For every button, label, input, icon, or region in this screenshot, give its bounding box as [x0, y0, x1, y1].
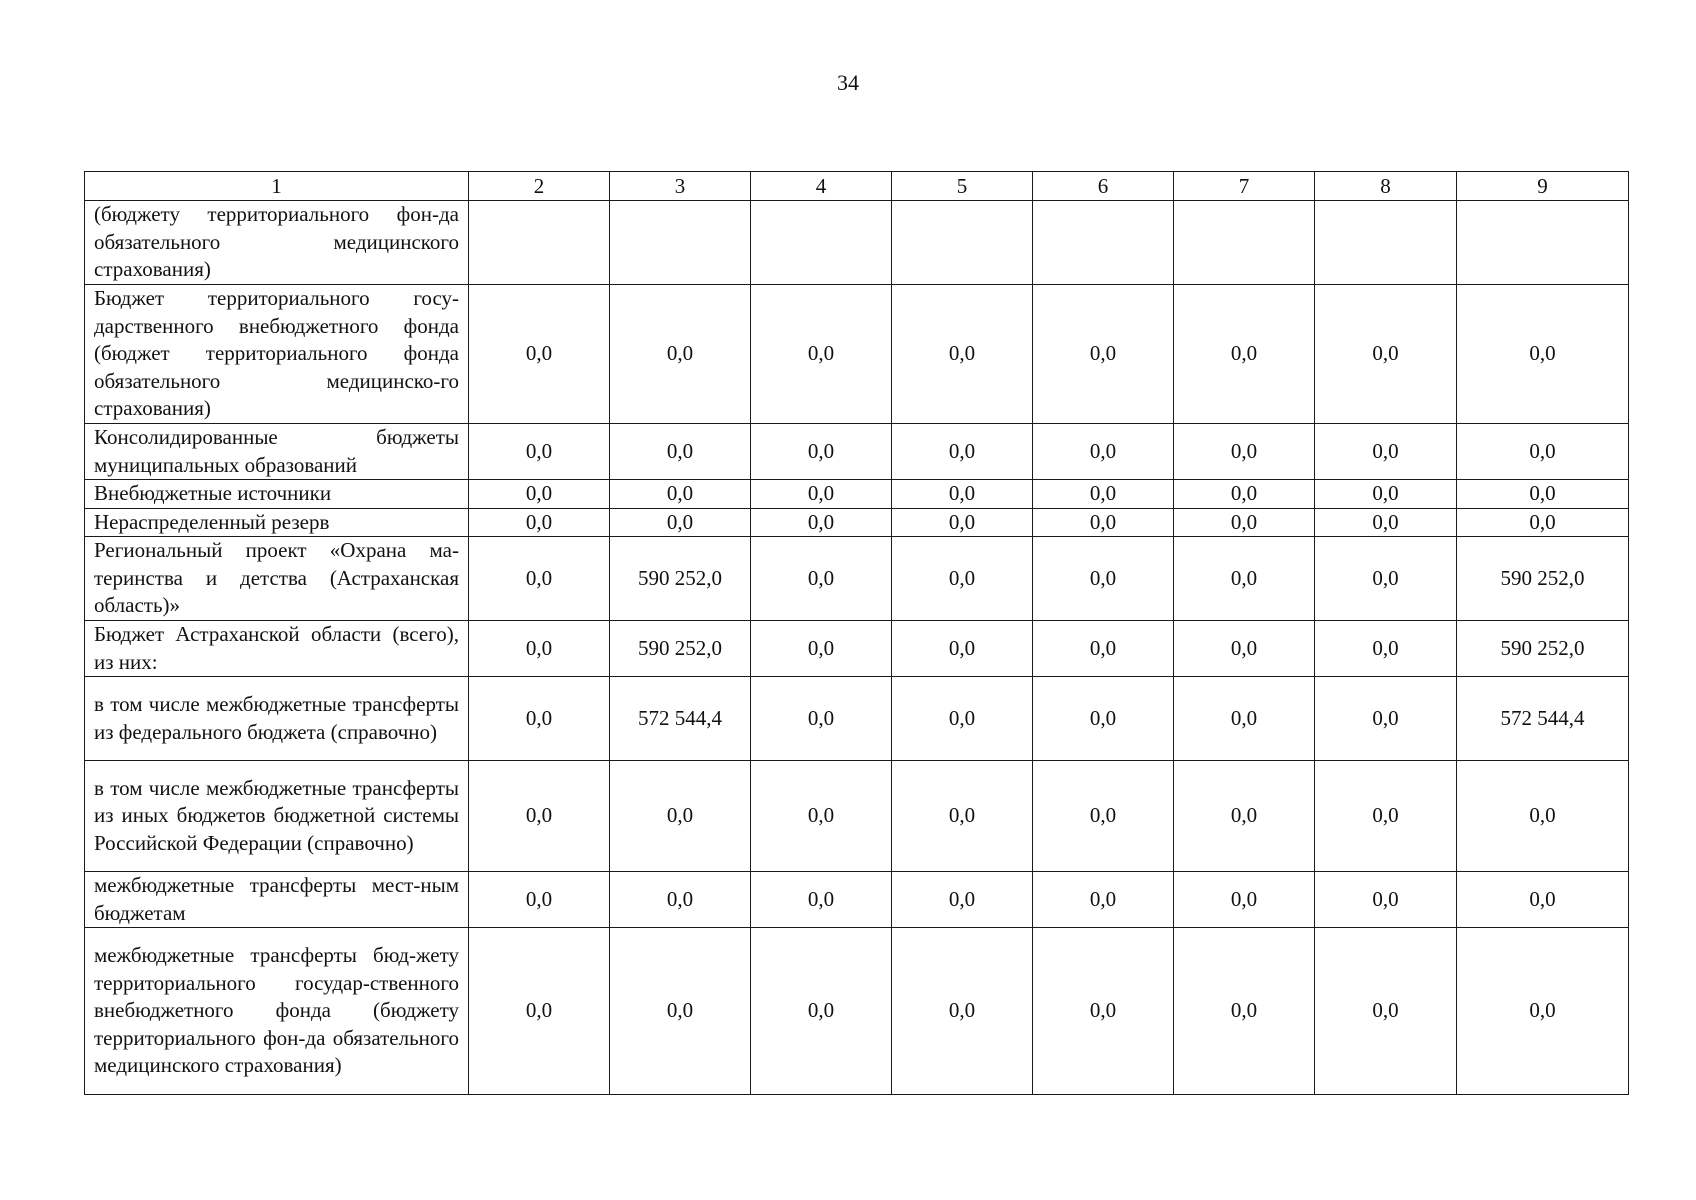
value-cell: 0,0: [469, 621, 610, 677]
value-cell: 0,0: [610, 480, 751, 509]
value-cell: 0,0: [751, 285, 892, 424]
value-cell: 0,0: [892, 537, 1033, 621]
column-header: 7: [1174, 172, 1315, 201]
value-cell: 0,0: [1315, 677, 1457, 761]
row-label: межбюджетные трансферты бюд-жету территориального государ-ственного внебюджетного фонда (бюджету территориального фон-да обязательного медицинского страхования): [85, 928, 469, 1095]
column-header: 9: [1457, 172, 1629, 201]
value-cell: 0,0: [469, 285, 610, 424]
value-cell: 0,0: [610, 761, 751, 872]
value-cell: 0,0: [1174, 761, 1315, 872]
table-row: [85, 285, 1629, 424]
value-cell: 0,0: [751, 761, 892, 872]
value-cell: 0,0: [1174, 480, 1315, 509]
value-cell: 0,0: [1174, 285, 1315, 424]
value-cell: 0,0: [1457, 424, 1629, 480]
row-label: в том числе межбюджетные трансферты из федерального бюджета (справочно): [85, 677, 469, 761]
value-cell: 590 252,0: [1457, 621, 1629, 677]
column-header: 8: [1315, 172, 1457, 201]
value-cell: 0,0: [892, 424, 1033, 480]
value-cell: 0,0: [610, 508, 751, 537]
table-row: [85, 928, 1629, 1095]
value-cell: [1033, 201, 1174, 285]
value-cell: 0,0: [1033, 872, 1174, 928]
value-cell: [469, 201, 610, 285]
table-row: [85, 201, 1629, 285]
value-cell: 0,0: [1174, 537, 1315, 621]
value-cell: 0,0: [1315, 761, 1457, 872]
value-cell: 0,0: [1457, 480, 1629, 509]
column-header: 2: [469, 172, 610, 201]
value-cell: 0,0: [892, 508, 1033, 537]
value-cell: 0,0: [892, 761, 1033, 872]
value-cell: 0,0: [469, 872, 610, 928]
value-cell: 0,0: [610, 285, 751, 424]
value-cell: 0,0: [469, 537, 610, 621]
value-cell: 0,0: [1315, 872, 1457, 928]
value-cell: 0,0: [1174, 508, 1315, 537]
value-cell: 0,0: [751, 508, 892, 537]
value-cell: [1315, 201, 1457, 285]
value-cell: 0,0: [469, 424, 610, 480]
value-cell: 0,0: [1174, 928, 1315, 1095]
table-row: [85, 508, 1629, 537]
value-cell: 0,0: [751, 537, 892, 621]
value-cell: 0,0: [1457, 508, 1629, 537]
value-cell: [610, 201, 751, 285]
value-cell: 0,0: [610, 928, 751, 1095]
header-row: [85, 172, 1629, 201]
value-cell: 572 544,4: [610, 677, 751, 761]
value-cell: 0,0: [751, 928, 892, 1095]
column-header: 4: [751, 172, 892, 201]
row-label: Внебюджетные источники: [85, 480, 469, 509]
row-label: Бюджет территориального госу-дарственного внебюджетного фонда (бюджет территориального фонда обязательного медицинско-го страхования): [85, 285, 469, 424]
value-cell: 0,0: [1457, 285, 1629, 424]
value-cell: 0,0: [469, 677, 610, 761]
value-cell: 0,0: [1174, 621, 1315, 677]
value-cell: 0,0: [892, 677, 1033, 761]
value-cell: 0,0: [1315, 508, 1457, 537]
table-row: [85, 424, 1629, 480]
value-cell: 0,0: [1315, 928, 1457, 1095]
value-cell: 0,0: [469, 480, 610, 509]
value-cell: 0,0: [1174, 872, 1315, 928]
value-cell: 0,0: [1033, 424, 1174, 480]
column-header: 5: [892, 172, 1033, 201]
value-cell: 0,0: [751, 872, 892, 928]
value-cell: 0,0: [1315, 621, 1457, 677]
value-cell: 572 544,4: [1457, 677, 1629, 761]
page-number: 34: [837, 70, 859, 95]
value-cell: 0,0: [751, 621, 892, 677]
value-cell: 0,0: [1033, 480, 1174, 509]
row-label: Региональный проект «Охрана ма-теринства и детства (Астраханская область)»: [85, 537, 469, 621]
row-label: Бюджет Астраханской области (всего), из них:: [85, 621, 469, 677]
row-label: Нераспределенный резерв: [85, 508, 469, 537]
row-label: межбюджетные трансферты мест-ным бюджетам: [85, 872, 469, 928]
budget-table: [84, 171, 1629, 1095]
table-row: [85, 537, 1629, 621]
value-cell: 590 252,0: [610, 621, 751, 677]
row-label: (бюджету территориального фон-да обязательного медицинского страхования): [85, 201, 469, 285]
value-cell: 0,0: [892, 621, 1033, 677]
value-cell: 0,0: [1033, 508, 1174, 537]
row-label: в том числе межбюджетные трансферты из иных бюджетов бюджетной системы Российской Федерации (справочно): [85, 761, 469, 872]
value-cell: 0,0: [610, 424, 751, 480]
value-cell: 590 252,0: [610, 537, 751, 621]
value-cell: 0,0: [469, 508, 610, 537]
column-header: 3: [610, 172, 751, 201]
value-cell: 0,0: [1174, 677, 1315, 761]
value-cell: [892, 201, 1033, 285]
table-row: [85, 621, 1629, 677]
value-cell: 0,0: [469, 761, 610, 872]
value-cell: 0,0: [1315, 285, 1457, 424]
value-cell: 0,0: [892, 872, 1033, 928]
value-cell: 0,0: [1315, 424, 1457, 480]
value-cell: [1174, 201, 1315, 285]
table-row: [85, 677, 1629, 761]
value-cell: 0,0: [1033, 537, 1174, 621]
value-cell: 0,0: [1457, 761, 1629, 872]
value-cell: 0,0: [1315, 480, 1457, 509]
column-header: 6: [1033, 172, 1174, 201]
value-cell: 0,0: [892, 480, 1033, 509]
value-cell: 0,0: [1033, 928, 1174, 1095]
table-body: [85, 201, 1629, 1095]
value-cell: 0,0: [469, 928, 610, 1095]
value-cell: [751, 201, 892, 285]
value-cell: 0,0: [1033, 677, 1174, 761]
value-cell: 0,0: [1033, 621, 1174, 677]
value-cell: 0,0: [1174, 424, 1315, 480]
value-cell: 0,0: [1457, 872, 1629, 928]
value-cell: [1457, 201, 1629, 285]
value-cell: 0,0: [1457, 928, 1629, 1095]
value-cell: 0,0: [1033, 761, 1174, 872]
value-cell: 0,0: [892, 928, 1033, 1095]
value-cell: 590 252,0: [1457, 537, 1629, 621]
table-row: [85, 872, 1629, 928]
value-cell: 0,0: [892, 285, 1033, 424]
table-row: [85, 480, 1629, 509]
table-row: [85, 761, 1629, 872]
value-cell: 0,0: [610, 872, 751, 928]
value-cell: 0,0: [1033, 285, 1174, 424]
column-header: 1: [85, 172, 469, 201]
value-cell: 0,0: [751, 424, 892, 480]
value-cell: 0,0: [751, 480, 892, 509]
row-label: Консолидированные бюджеты муниципальных образований: [85, 424, 469, 480]
value-cell: 0,0: [1315, 537, 1457, 621]
value-cell: 0,0: [751, 677, 892, 761]
